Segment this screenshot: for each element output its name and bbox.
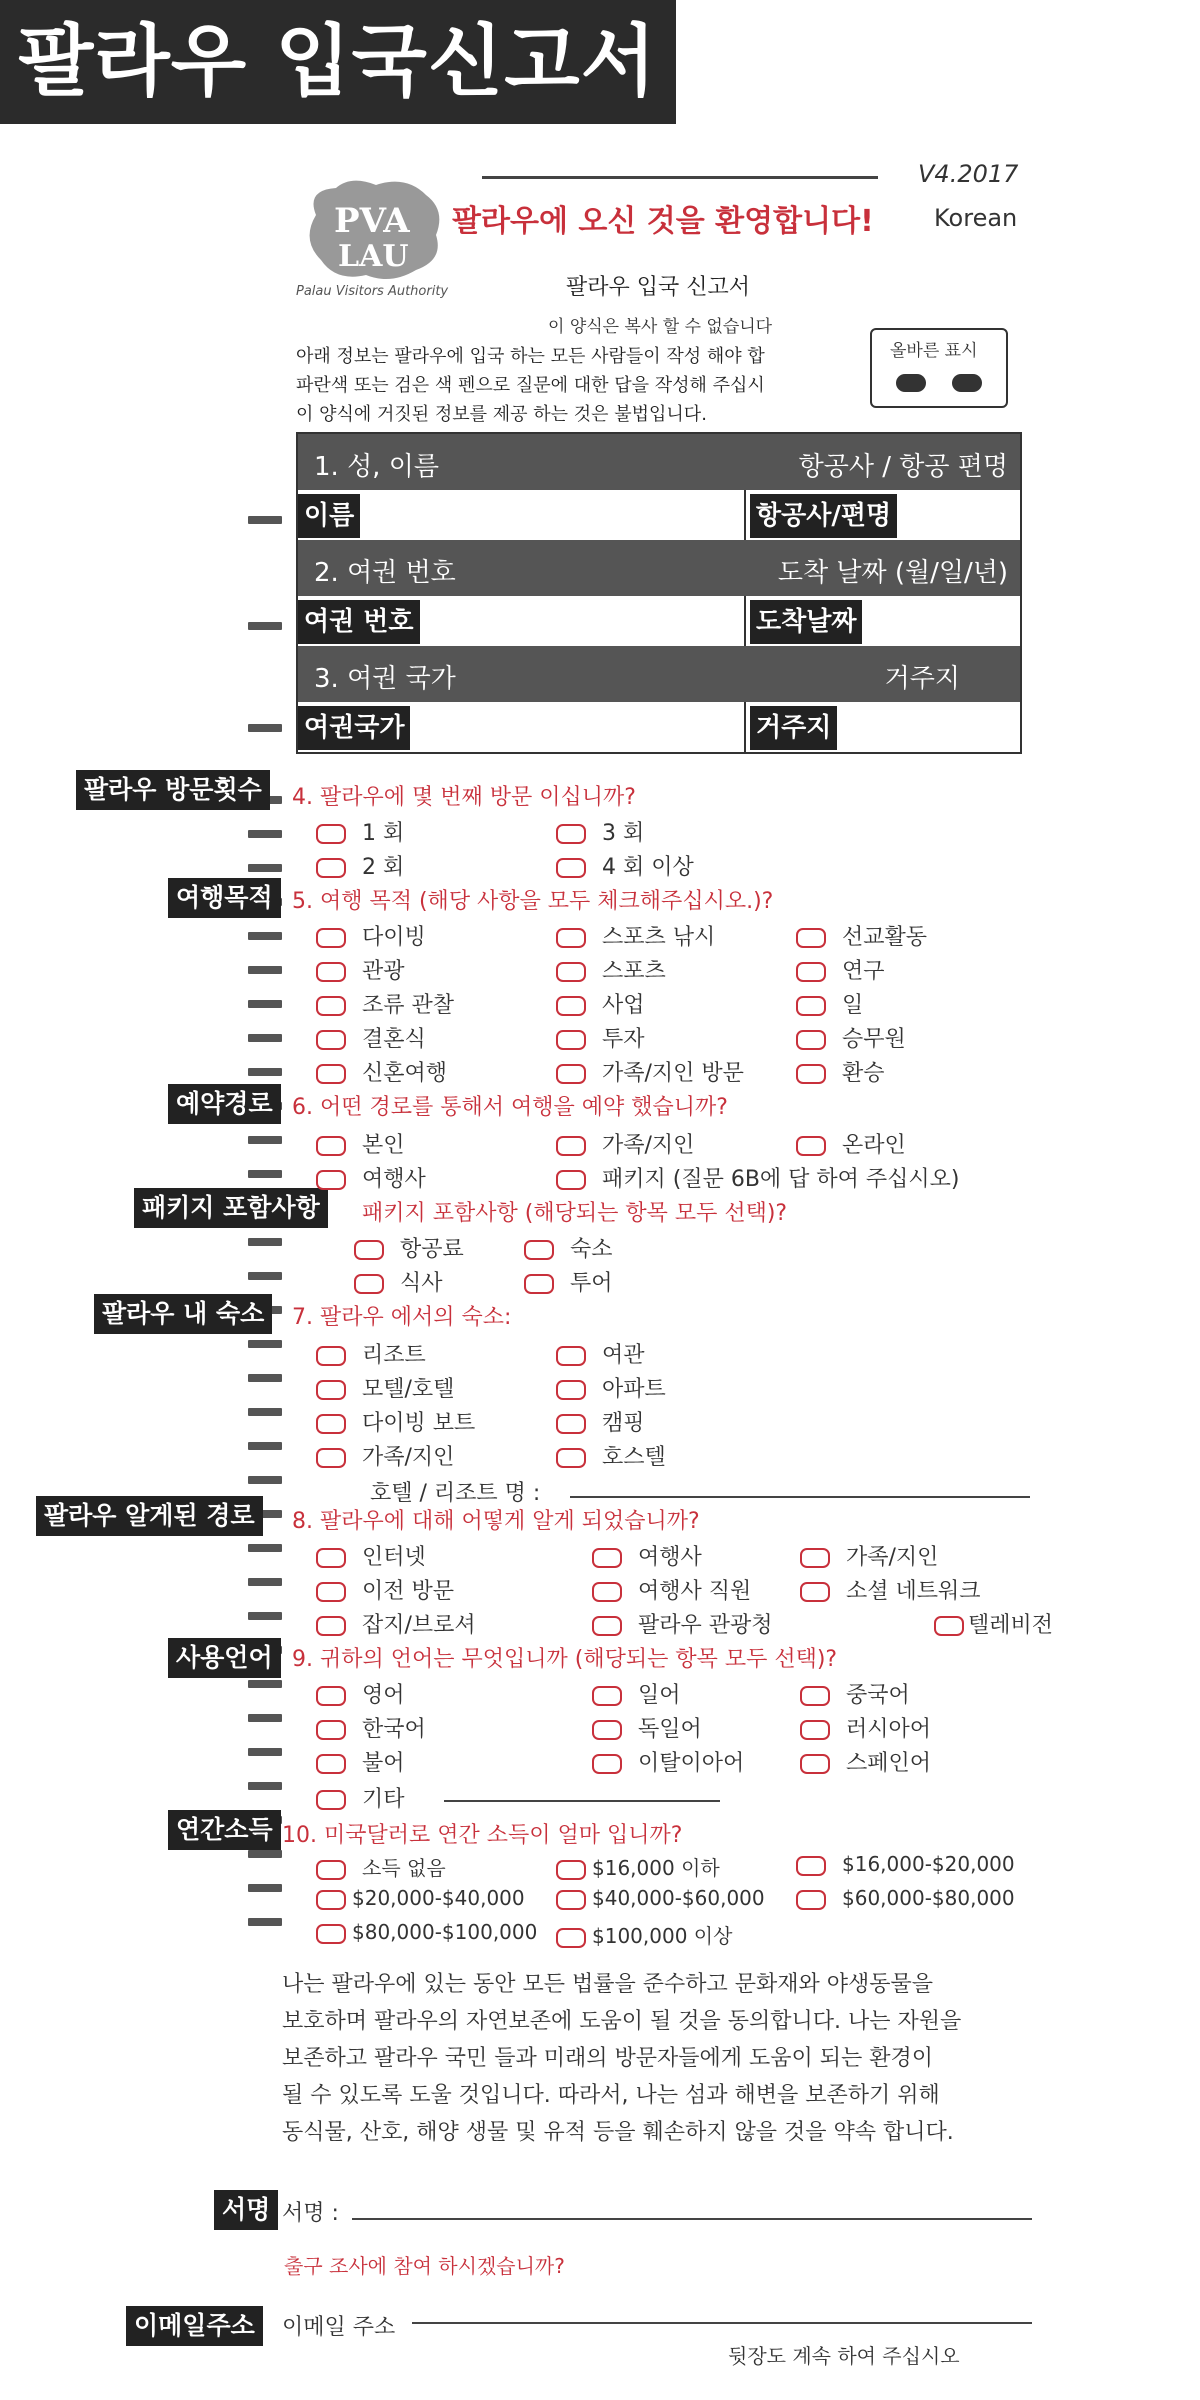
checkbox-icon [556,1448,586,1468]
option-checkbox[interactable]: 사업 [556,988,645,1019]
survey-question: 출구 조사에 참여 하시겠습니까? [284,2254,565,2278]
margin-mark [248,1748,282,1756]
side-label-booking: 예약경로 [168,1084,281,1124]
hotel-name-label: 호텔 / 리조트 명 : [370,1481,541,1506]
arrival-date-field[interactable]: 도착날짜 [750,600,862,644]
question-9: 9. 귀하의 언어는 무엇입니까 (해당되는 항목 모두 선택)? [292,1647,838,1672]
option-checkbox[interactable]: 캠핑 [556,1406,645,1437]
side-label-package: 패키지 포함사항 [134,1188,328,1228]
side-label-purpose: 여행목적 [168,878,281,918]
margin-mark [248,516,282,524]
checkbox-icon [316,1346,346,1366]
option-checkbox[interactable]: 일어 [592,1678,681,1709]
option-checkbox[interactable]: 가족/지인 [800,1540,938,1571]
option-checkbox[interactable]: 기타 [316,1782,405,1813]
margin-mark [248,830,282,838]
filled-mark-icon [952,374,982,392]
pva-logo [296,170,456,300]
option-checkbox[interactable]: 이탈이아어 [592,1746,744,1777]
question-8: 8. 팔라우에 대해 어떻게 알게 되었습니까? [292,1509,700,1534]
checkbox-icon [796,1890,826,1910]
margin-mark [248,1714,282,1722]
option-checkbox[interactable]: 여관 [556,1338,645,1369]
option-checkbox[interactable]: 1 회 [316,816,404,847]
option-checkbox[interactable]: 선교활동 [796,920,927,951]
option-checkbox[interactable]: 소셜 네트워크 [800,1574,981,1605]
checkbox-icon [800,1582,830,1602]
side-label-signature: 서명 [214,2190,278,2230]
option-checkbox[interactable]: 인터넷 [316,1540,426,1571]
checkbox-icon [316,1380,346,1400]
option-checkbox[interactable]: 아파트 [556,1372,666,1403]
checkbox-icon [316,1790,346,1810]
option-checkbox[interactable]: 투자 [556,1022,645,1053]
checkbox-icon [796,1030,826,1050]
checkbox-icon [316,1170,346,1190]
column-divider [744,702,746,752]
margin-mark [248,1578,282,1586]
correct-mark-label: 올바른 표시 [890,341,978,361]
checkbox-icon [556,1414,586,1434]
passport-country-header: 3. 여권 국가 [314,664,456,694]
margin-mark [248,966,282,974]
arrival-date-header: 도착 날짜 (월/일/년) [777,558,1008,588]
other-language-input[interactable] [444,1800,720,1802]
checkbox-icon [316,1064,346,1084]
checkbox-icon [800,1720,830,1740]
margin-mark [248,1782,282,1790]
margin-mark [248,1238,282,1246]
checkbox-icon [556,824,586,844]
checkbox-icon [316,928,346,948]
checkbox-icon [316,1414,346,1434]
checkbox-icon [800,1548,830,1568]
passport-number-header: 2. 여권 번호 [314,558,456,588]
pledge-line: 될 수 있도록 도울 것입니다. 따라서, 나는 섬과 해변을 보존하기 위해 [282,2083,940,2108]
side-label-visits: 팔라우 방문횟수 [76,770,270,810]
checkbox-icon [354,1240,384,1260]
no-copy-notice: 이 양식은 복사 할 수 없습니다 [548,317,773,337]
question-4: 4. 팔라우에 몇 번째 방문 이십니까? [292,785,636,810]
option-checkbox[interactable]: $16,000 이하 [556,1852,720,1881]
side-label-lodging: 팔라우 내 숙소 [94,1294,272,1334]
airline-field[interactable]: 항공사/편명 [750,494,897,538]
table-input-row [298,490,1020,540]
option-checkbox[interactable]: 관광 [316,954,405,985]
checkbox-icon [316,824,346,844]
correct-mark-example [870,328,1008,408]
checkbox-icon [592,1582,622,1602]
email-line[interactable] [412,2322,1032,2324]
signature-label: 서명 : [282,2201,339,2226]
svg-text:PVA: PVA [334,201,410,241]
residence-header: 거주지 [884,664,960,694]
option-checkbox[interactable]: 투어 [524,1266,613,1297]
visitor-pledge [282,1966,1042,2151]
option-checkbox[interactable]: 조류 관찰 [316,988,454,1019]
hotel-name-input[interactable] [570,1496,1030,1498]
checkbox-icon [556,1860,586,1880]
margin-mark [248,724,282,732]
passport-number-field[interactable]: 여권 번호 [298,600,420,644]
checkbox-icon [592,1616,622,1636]
option-checkbox[interactable]: 연구 [796,954,885,985]
checkbox-icon [592,1548,622,1568]
column-divider [744,596,746,646]
table-header-row [298,540,1020,596]
table-header-row [298,646,1020,702]
logo-authority-text: Palau Visitors Authority [296,284,449,299]
option-checkbox[interactable]: 소득 없음 [316,1852,446,1881]
option-checkbox[interactable]: 숙소 [524,1232,613,1263]
option-checkbox[interactable]: 2 회 [316,850,404,881]
margin-mark [248,1340,282,1348]
margin-mark [248,1680,282,1688]
checkbox-icon [800,1754,830,1774]
residence-field[interactable]: 거주지 [750,706,837,750]
page-banner: 팔라우 입국신고서 [0,0,676,124]
option-checkbox[interactable]: 가족/지인 방문 [556,1056,744,1087]
option-checkbox[interactable]: 결혼식 [316,1022,426,1053]
checkbox-icon [556,1136,586,1156]
checkbox-icon [556,858,586,878]
airline-header: 항공사 / 항공 편명 [798,452,1008,482]
checkbox-icon [796,962,826,982]
checkbox-icon [556,1030,586,1050]
checkbox-icon [316,1860,346,1880]
checkbox-icon [556,996,586,1016]
option-checkbox[interactable]: $100,000 이상 [556,1920,732,1949]
header-rule [482,176,878,179]
checkbox-icon [592,1686,622,1706]
margin-mark [248,1272,282,1280]
table-header-row [298,434,1020,490]
option-checkbox[interactable]: 호스텔 [556,1440,666,1471]
question-6b: 패키지 포함사항 (해당되는 항목 모두 선택)? [362,1201,788,1226]
instructions [296,342,856,429]
option-checkbox[interactable]: 환승 [796,1056,885,1087]
margin-mark [248,1884,282,1892]
checkbox-icon [316,1582,346,1602]
question-6: 6. 어떤 경로를 통해서 여행을 예약 했습니까? [292,1095,728,1120]
side-label-heard: 팔라우 알게된 경로 [36,1496,263,1536]
checkbox-icon [316,996,346,1016]
checkbox-icon [316,1616,346,1636]
option-checkbox[interactable]: 다이빙 [316,920,426,951]
option-checkbox[interactable]: 여행사 [592,1540,702,1571]
checkbox-icon [796,928,826,948]
question-10: 10. 미국달러로 연간 소득이 얼마 입니까? [282,1823,683,1848]
table-input-row [298,596,1020,646]
checkbox-icon [800,1686,830,1706]
checkbox-icon [556,1928,586,1948]
checkbox-icon [354,1274,384,1294]
side-label-language: 사용언어 [168,1638,281,1678]
option-checkbox[interactable]: 3 회 [556,816,644,847]
option-checkbox[interactable]: 영어 [316,1678,405,1709]
checkbox-icon [316,1720,346,1740]
checkbox-icon [592,1720,622,1740]
welcome-heading: 팔라우에 오신 것을 환영합니다! [452,204,874,239]
continue-note: 뒷장도 계속 하여 주십시오 [728,2344,960,2368]
checkbox-icon [556,1890,586,1910]
checkbox-icon [592,1754,622,1774]
checkbox-icon [524,1274,554,1294]
checkbox-icon [556,1170,586,1190]
form-language: Korean [934,204,1018,232]
option-checkbox[interactable]: 모텔/호텔 [316,1372,454,1403]
margin-mark [248,1374,282,1382]
checkbox-icon [316,1754,346,1774]
option-checkbox[interactable]: 불어 [316,1746,405,1777]
personal-info-table [296,432,1022,754]
checkbox-icon [316,858,346,878]
option-checkbox[interactable]: 온라인 [796,1128,906,1159]
option-checkbox[interactable]: 여행사 [316,1162,426,1193]
question-7: 7. 팔라우 에서의 숙소: [292,1305,512,1330]
margin-mark [248,1612,282,1620]
margin-mark [248,1170,282,1178]
margin-mark [248,1034,282,1042]
name-field[interactable]: 이름 [298,494,360,538]
margin-mark [248,1408,282,1416]
option-checkbox[interactable]: 스포츠 낚시 [556,920,715,951]
checkbox-icon [556,1064,586,1084]
checkbox-icon [796,1136,826,1156]
margin-mark [248,1000,282,1008]
margin-mark [248,1476,282,1484]
name-header: 1. 성, 이름 [314,452,439,482]
table-input-row [298,702,1020,752]
option-checkbox[interactable]: 여행사 직원 [592,1574,751,1605]
checkbox-icon [556,928,586,948]
margin-mark [248,622,282,630]
svg-text:LAU: LAU [338,239,409,274]
option-checkbox[interactable]: 가족/지인 [556,1128,694,1159]
option-checkbox[interactable]: 팔라우 관광청 [592,1608,773,1639]
option-checkbox[interactable]: 신혼여행 [316,1056,447,1087]
form-version: V4.2017 [918,160,1019,188]
margin-mark [248,1442,282,1450]
form-title: 팔라우 입국 신고서 [566,275,751,300]
pledge-line: 보존하고 팔라우 국민 들과 미래의 방문자들에게 도움이 되는 환경이 [282,2046,934,2071]
filled-mark-icon [896,374,926,392]
checkbox-icon [556,1380,586,1400]
option-checkbox[interactable]: $40,000-$60,000 [556,1886,765,1910]
option-checkbox[interactable]: 4 회 이상 [556,850,694,881]
question-5: 5. 여행 목적 (해당 사항을 모두 체크해주십시오.)? [292,889,774,914]
option-checkbox[interactable]: 리조트 [316,1338,426,1369]
instruction-line: 아래 정보는 팔라우에 입국 하는 모든 사람들이 작성 해야 합 [296,346,765,367]
checkbox-icon [316,1136,346,1156]
margin-mark [248,864,282,872]
checkbox-icon [934,1616,964,1636]
checkbox-icon [316,1548,346,1568]
option-checkbox[interactable]: 다이빙 보트 [316,1406,475,1437]
option-checkbox[interactable]: 중국어 [800,1678,910,1709]
checkbox-icon [796,996,826,1016]
checkbox-icon [556,1346,586,1366]
pledge-line: 나는 팔라우에 있는 동안 모든 법률을 준수하고 문화재와 야생동물을 [282,1972,934,1997]
margin-mark [248,1918,282,1926]
checkbox-icon [316,1890,346,1910]
passport-country-field[interactable]: 여권국가 [298,706,410,750]
option-checkbox[interactable]: 스포츠 [556,954,666,985]
margin-mark [248,932,282,940]
pledge-line: 동식물, 산호, 해양 생물 및 유적 등을 훼손하지 않을 것을 약속 합니다. [282,2120,954,2145]
side-label-email: 이메일주소 [126,2306,263,2346]
instruction-line: 이 양식에 거짓된 정보를 제공 하는 것은 불법입니다. [296,404,707,425]
checkbox-icon [316,962,346,982]
option-checkbox[interactable]: 잡지/브로셔 [316,1608,476,1639]
checkbox-icon [316,1030,346,1050]
option-checkbox[interactable]: $60,000-$80,000 [796,1886,1015,1910]
option-checkbox[interactable]: 승무원 [796,1022,906,1053]
email-label: 이메일 주소 [282,2315,396,2340]
signature-line[interactable] [352,2218,1032,2220]
checkbox-icon [316,1686,346,1706]
option-checkbox[interactable]: 본인 [316,1128,405,1159]
instruction-line: 파란색 또는 검은 색 펜으로 질문에 대한 답을 작성해 주십시 [296,375,765,396]
checkbox-icon [796,1856,826,1876]
margin-mark [248,1068,282,1076]
option-checkbox[interactable]: 가족/지인 [316,1440,454,1471]
option-checkbox[interactable]: 러시아어 [800,1712,931,1743]
option-checkbox[interactable]: 독일어 [592,1712,702,1743]
margin-mark [248,1544,282,1552]
margin-mark [248,1136,282,1144]
pledge-line: 보호하며 팔라우의 자연보존에 도움이 될 것을 동의합니다. 나는 자원을 [282,2009,962,2034]
checkbox-icon [796,1064,826,1084]
option-checkbox[interactable]: 이전 방문 [316,1574,454,1605]
margin-mark [248,1850,282,1858]
option-checkbox[interactable]: 식사 [354,1266,443,1297]
option-checkbox[interactable]: 항공료 [354,1232,464,1263]
option-checkbox[interactable]: $16,000-$20,000 [796,1852,1015,1876]
option-checkbox[interactable]: 일 [796,988,863,1019]
checkbox-icon [316,1448,346,1468]
side-label-income: 연간소득 [168,1810,281,1850]
option-checkbox[interactable]: $80,000-$100,000 [316,1920,537,1944]
option-checkbox[interactable]: 패키지 (질문 6B에 답 하여 주십시오) [556,1162,960,1193]
checkbox-icon [316,1924,346,1944]
checkbox-icon [556,962,586,982]
option-checkbox[interactable]: $20,000-$40,000 [316,1886,525,1910]
option-checkbox[interactable]: 한국어 [316,1712,426,1743]
option-checkbox[interactable]: 스페인어 [800,1746,931,1777]
column-divider [744,490,746,540]
checkbox-icon [524,1240,554,1260]
option-checkbox[interactable]: 텔레비전 [934,1608,1053,1639]
